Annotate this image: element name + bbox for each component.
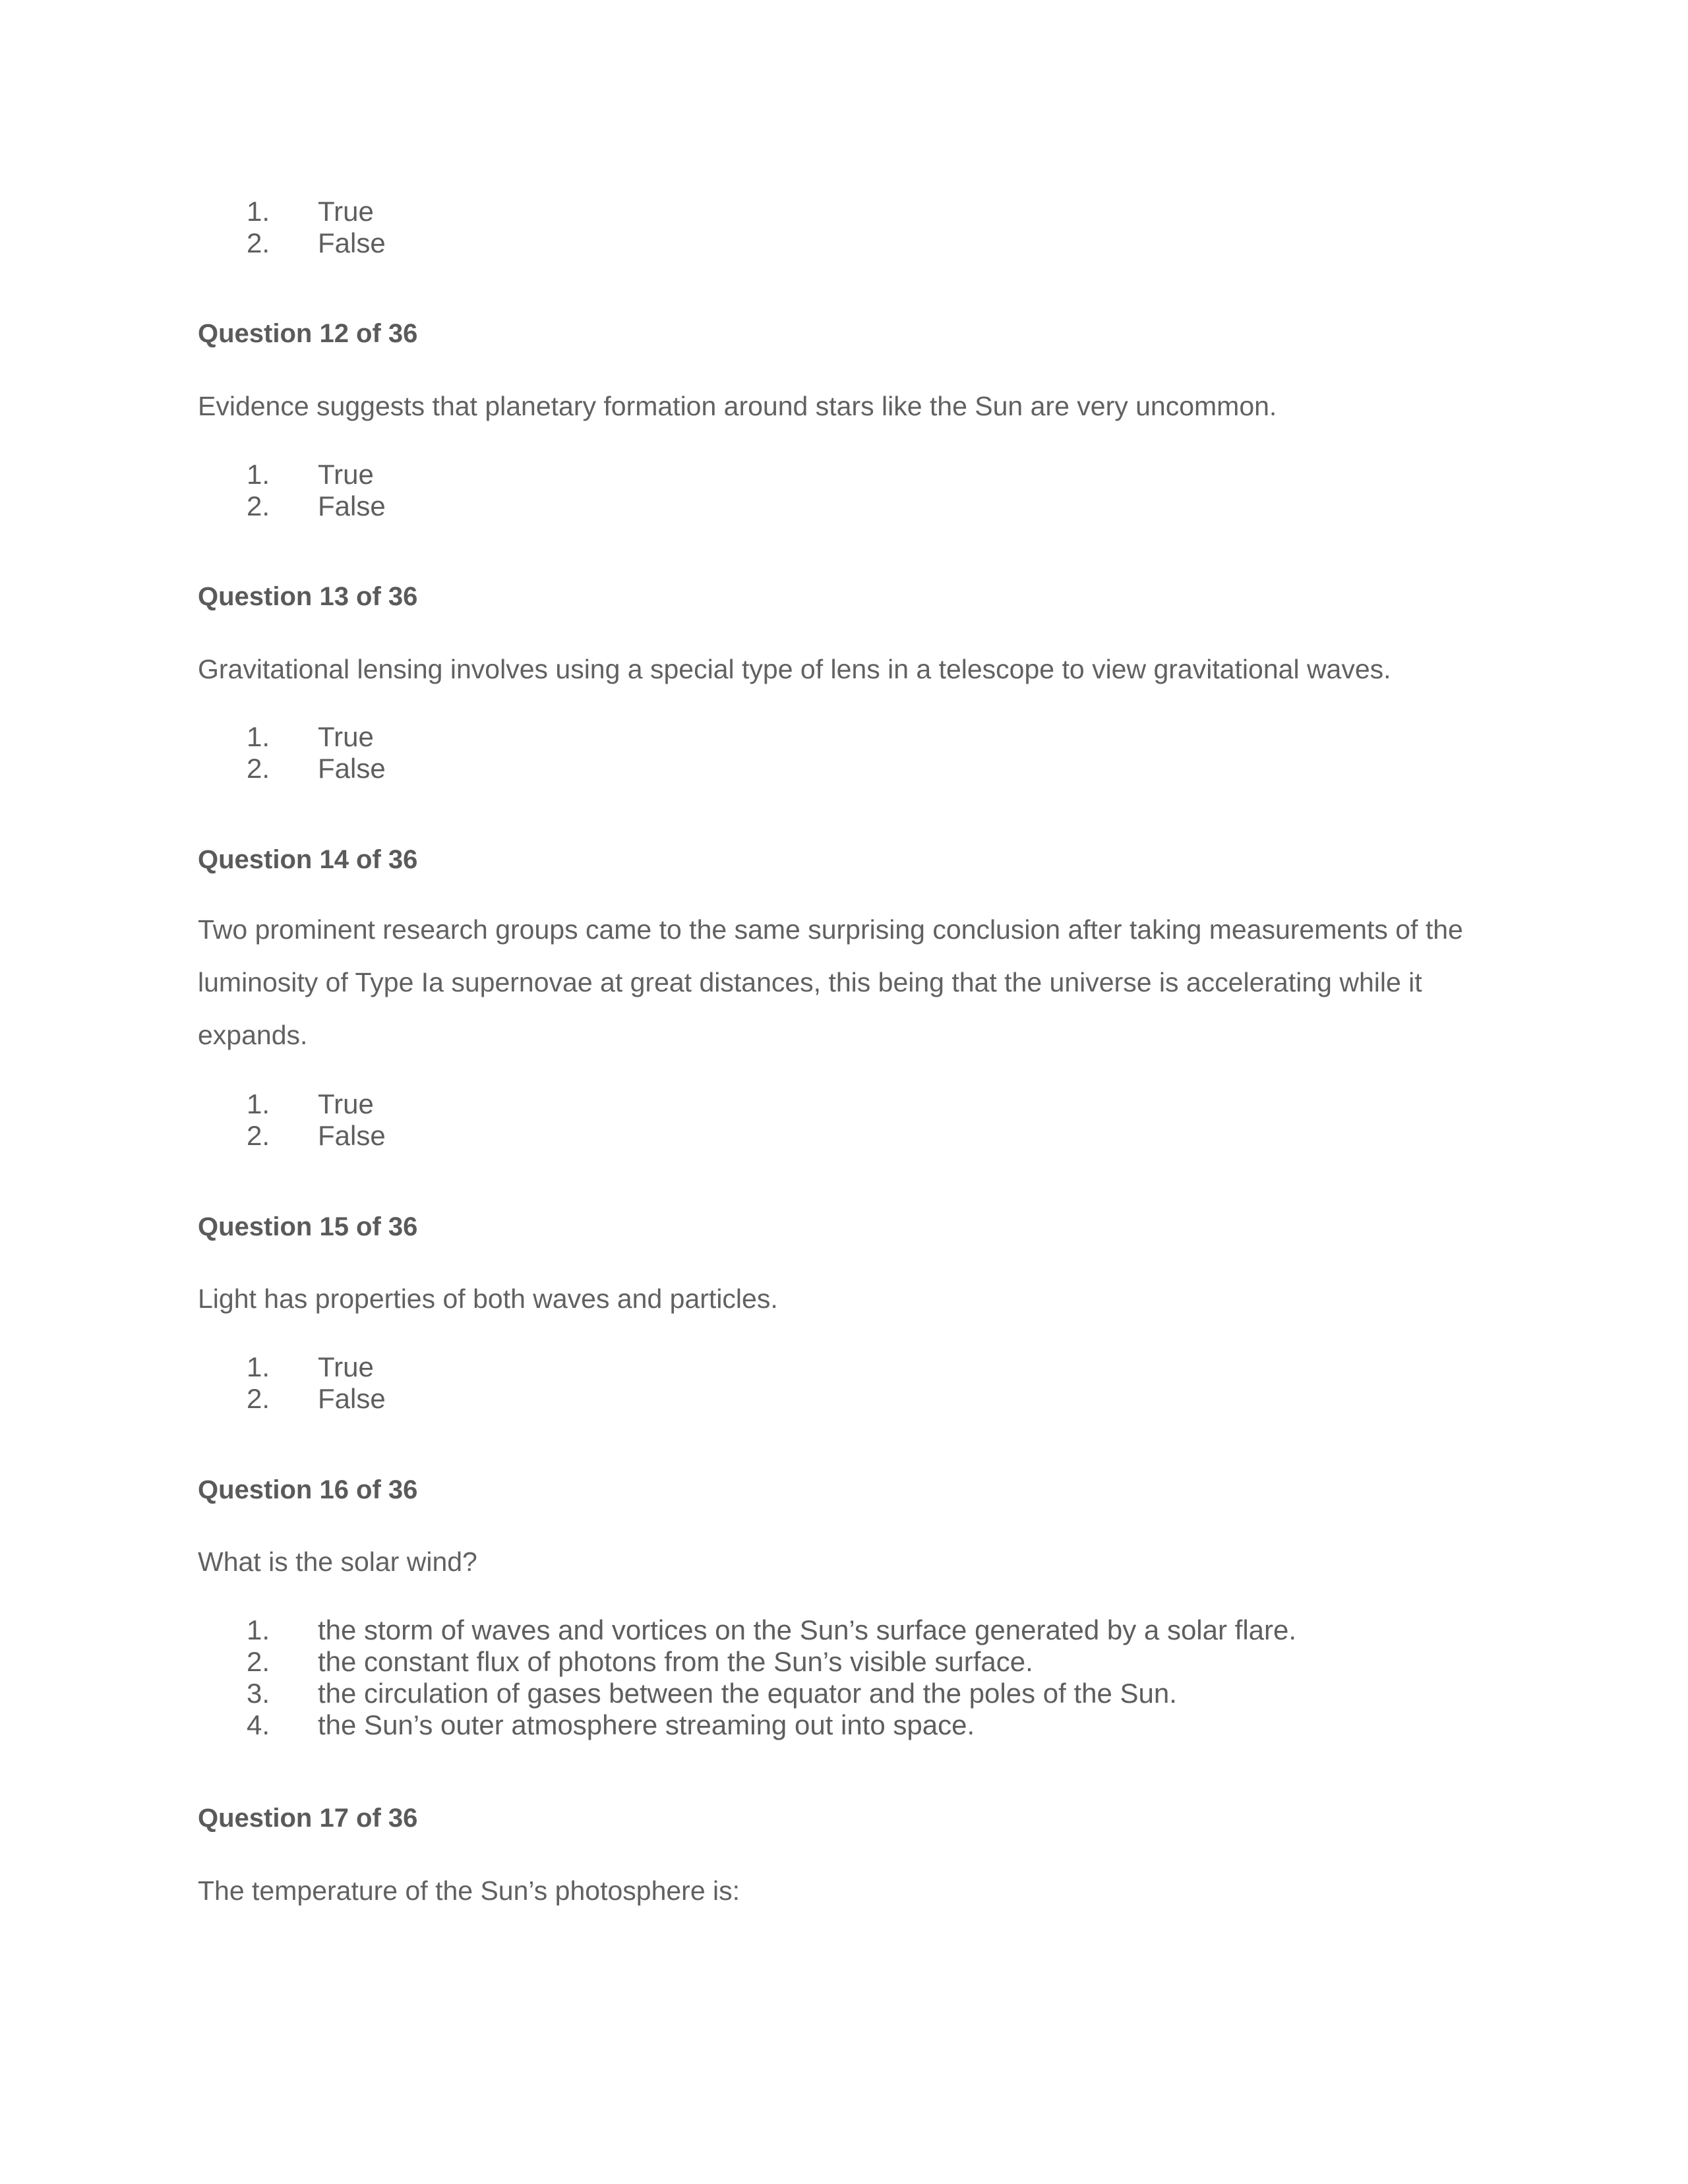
- option-number: 2.: [247, 490, 270, 521]
- question-text: Evidence suggests that planetary formation around stars like the Sun are very uncommon.: [198, 391, 1277, 421]
- question-heading: Question 14 of 36: [198, 845, 418, 874]
- option-label: False: [318, 1120, 386, 1151]
- option-number: 2.: [247, 1646, 270, 1677]
- option-number: 2.: [247, 227, 270, 258]
- option-label: True: [318, 1088, 374, 1119]
- option-item[interactable]: [198, 1678, 1490, 1709]
- question-15-options: [198, 1351, 1490, 1415]
- option-list: [198, 1351, 1490, 1415]
- option-item[interactable]: [198, 1614, 1490, 1646]
- option-item[interactable]: [198, 1120, 1490, 1152]
- option-label: the circulation of gases between the equator and the poles of the Sun.: [318, 1678, 1177, 1709]
- option-list: [198, 721, 1490, 784]
- option-label: False: [318, 490, 386, 521]
- option-label: True: [318, 1351, 374, 1382]
- option-item[interactable]: [198, 490, 1490, 522]
- question-heading: Question 12 of 36: [198, 319, 418, 348]
- option-item[interactable]: [198, 721, 1490, 753]
- option-label: False: [318, 1383, 386, 1414]
- option-label: False: [318, 753, 386, 784]
- option-label: the constant flux of photons from the Sun’s visible surface.: [318, 1646, 1033, 1677]
- option-item[interactable]: [198, 227, 1490, 259]
- question-heading: Question 17 of 36: [198, 1804, 418, 1833]
- option-label: True: [318, 459, 374, 490]
- option-item[interactable]: [198, 1088, 1490, 1120]
- option-number: 4.: [247, 1709, 270, 1740]
- option-number: 1.: [247, 1088, 270, 1119]
- option-list: [198, 1088, 1490, 1152]
- option-number: 1.: [247, 459, 270, 490]
- option-item[interactable]: [198, 1351, 1490, 1383]
- question-text: What is the solar wind?: [198, 1547, 477, 1577]
- option-item[interactable]: [198, 459, 1490, 490]
- option-number: 1.: [247, 196, 270, 227]
- option-label: False: [318, 227, 386, 258]
- option-item[interactable]: [198, 753, 1490, 784]
- question-12-options: [198, 459, 1490, 522]
- option-number: 3.: [247, 1678, 270, 1709]
- question-text: Two prominent research groups came to the same surprising conclusion after taking measurements of the luminosity of Type Ia supernovae at great distances, this being that the universe is accelerating while it expands.: [198, 914, 1463, 1050]
- question-text: The temperature of the Sun’s photosphere is:: [198, 1875, 740, 1906]
- option-item[interactable]: [198, 1646, 1490, 1678]
- question-13-options: [198, 721, 1490, 784]
- question-heading: Question 13 of 36: [198, 582, 418, 611]
- option-label: True: [318, 721, 374, 752]
- option-label: True: [318, 196, 374, 227]
- option-number: 2.: [247, 1120, 270, 1151]
- question-heading: Question 16 of 36: [198, 1475, 418, 1504]
- option-number: 1.: [247, 1614, 270, 1645]
- option-item[interactable]: [198, 1383, 1490, 1415]
- option-number: 2.: [247, 1383, 270, 1414]
- question-heading: Question 15 of 36: [198, 1212, 418, 1241]
- option-item[interactable]: [198, 196, 1490, 227]
- option-number: 2.: [247, 753, 270, 784]
- question-text: Light has properties of both waves and particles.: [198, 1284, 778, 1314]
- question-11-options: [198, 196, 1490, 259]
- option-list: [198, 196, 1490, 259]
- question-text: Gravitational lensing involves using a special type of lens in a telescope to view gravitational waves.: [198, 654, 1391, 684]
- option-label: the Sun’s outer atmosphere streaming out into space.: [318, 1709, 975, 1740]
- option-list: [198, 459, 1490, 522]
- option-label: the storm of waves and vortices on the Sun’s surface generated by a solar flare.: [318, 1614, 1297, 1645]
- option-number: 1.: [247, 721, 270, 752]
- option-number: 1.: [247, 1351, 270, 1382]
- option-list: [198, 1614, 1490, 1741]
- option-item[interactable]: [198, 1709, 1490, 1741]
- question-14-options: [198, 1088, 1490, 1152]
- question-16-options: [198, 1614, 1490, 1741]
